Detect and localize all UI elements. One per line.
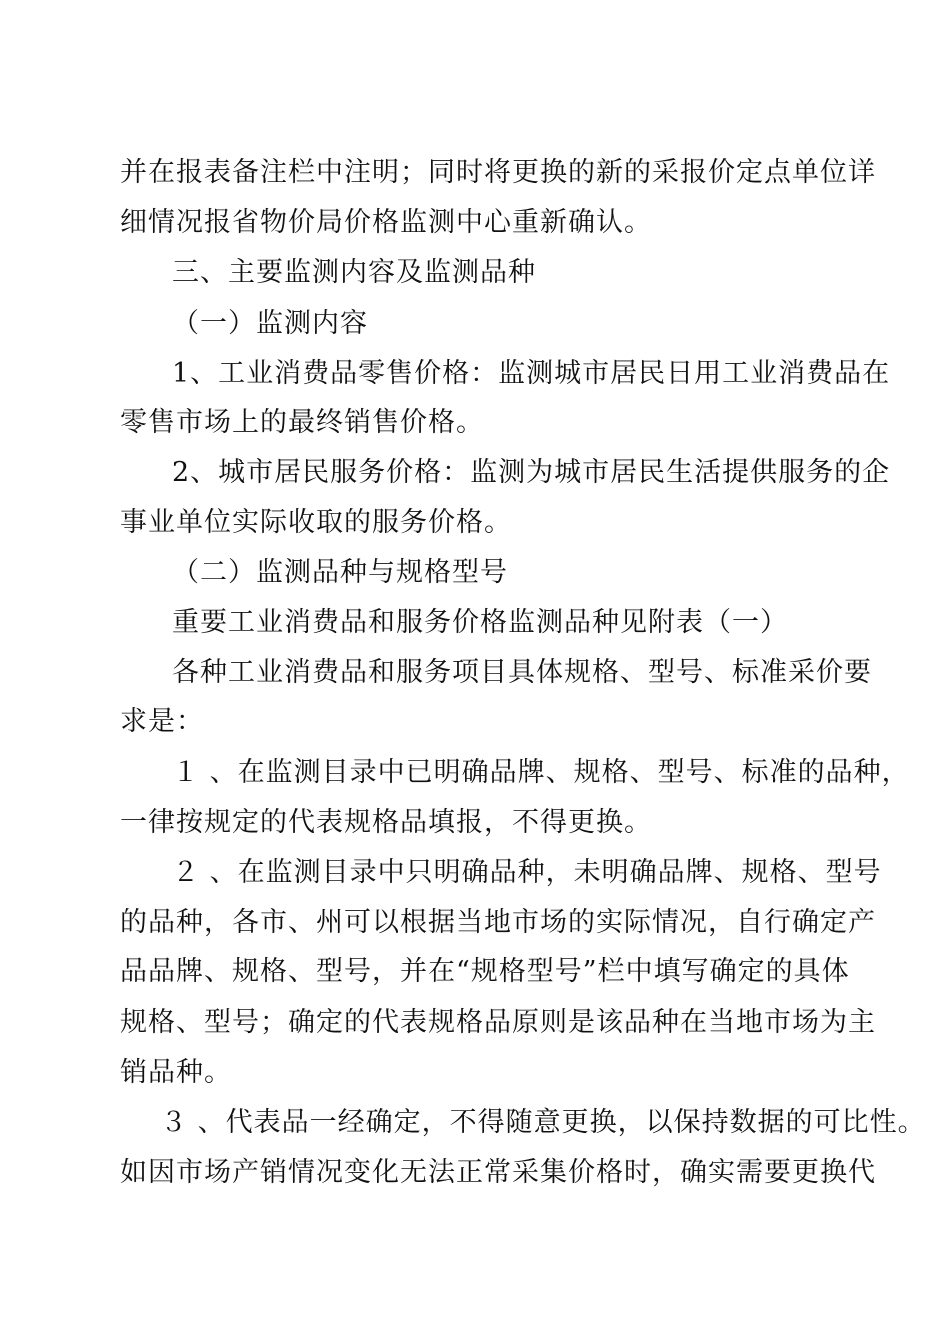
text-line: 并在报表备注栏中注明；同时将更换的新的采报价定点单位详 [120, 157, 876, 188]
text-line: ３ 、代表品一经确定，不得随意更换，以保持数据的可比性。 [160, 1107, 926, 1138]
text-line: １ 、在监测目录中已明确品牌、规格、型号、标准的品种， [172, 757, 910, 788]
text-line: 零售市场上的最终销售价格。 [120, 407, 484, 438]
text-line: 求是： [120, 706, 204, 737]
text-line: 规格、型号；确定的代表规格品原则是该品种在当地市场为主 [120, 1007, 876, 1038]
text-line: 各种工业消费品和服务项目具体规格、型号、标准采价要 [172, 657, 872, 688]
text-line: 事业单位实际收取的服务价格。 [120, 507, 512, 538]
text-line: 销品种。 [120, 1057, 232, 1088]
text-line: 的品种，各市、州可以根据当地市场的实际情况，自行确定产 [120, 907, 876, 938]
text-line: 细情况报省物价局价格监测中心重新确认。 [120, 207, 652, 238]
text-line: 1、工业消费品零售价格：监测城市居民日用工业消费品在 [172, 358, 891, 389]
text-line: ２ 、在监测目录中只明确品种，未明确品牌、规格、型号 [172, 857, 882, 888]
section-heading: 三、主要监测内容及监测品种 [172, 257, 536, 288]
text-line: 一律按规定的代表规格品填报，不得更换。 [120, 807, 652, 838]
subsection-heading: （二）监测品种与规格型号 [172, 557, 508, 588]
subsection-heading: （一）监测内容 [172, 308, 368, 339]
text-line: 如因市场产销情况变化无法正常采集价格时，确实需要更换代 [120, 1157, 876, 1188]
text-line: 2、城市居民服务价格：监测为城市居民生活提供服务的企 [172, 457, 891, 488]
text-line: 品品牌、规格、型号，并在“规格型号”栏中填写确定的具体 [120, 956, 850, 987]
text-line: 重要工业消费品和服务价格监测品种见附表（一） [172, 607, 788, 638]
